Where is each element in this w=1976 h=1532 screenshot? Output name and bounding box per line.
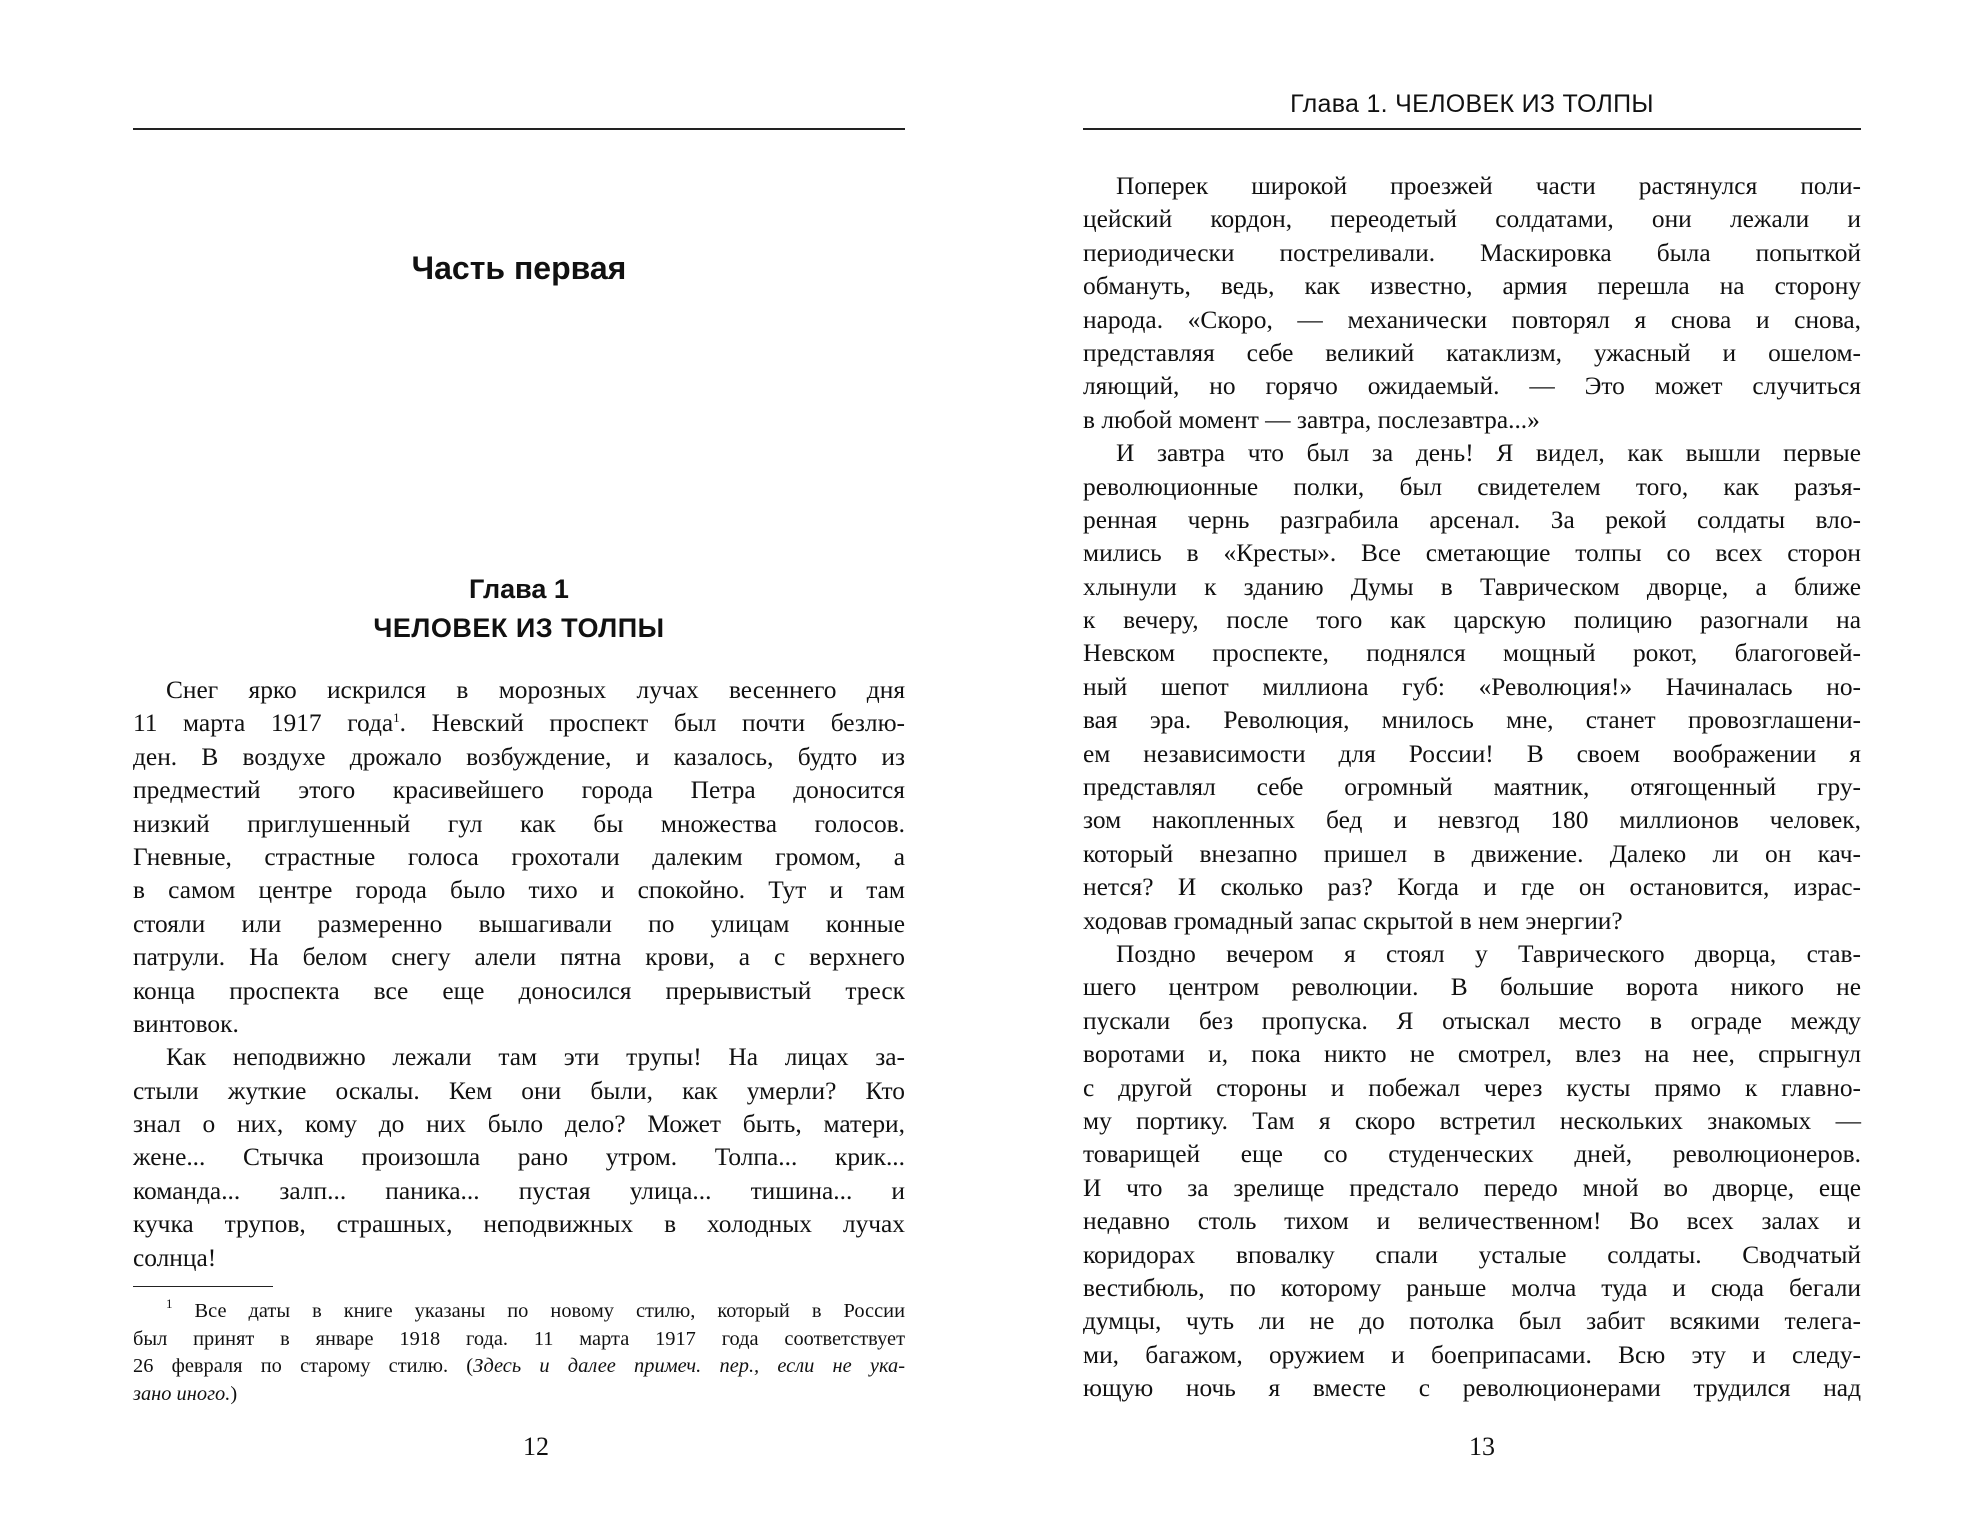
- text-line: представлял себе огромный маятник, отягощенный гру-: [1083, 773, 1861, 802]
- text-line: ходовав громадный запас скрытой в нем энергии?: [1083, 906, 1623, 935]
- text-line: думцы, чуть ли не до потолка был забит всякими телега-: [1083, 1307, 1861, 1336]
- footnote-text: 26 февраля по старому стилю. (: [133, 1355, 474, 1378]
- text-line: мились в «Кресты». Все сметающие толпы со всех сторон: [1083, 539, 1861, 568]
- text-line: пускали без пропуска. Я отыскал место в ограде между: [1083, 1006, 1861, 1035]
- text-line: жене... Стычка произошла рано утром. Толпа... крик...: [133, 1143, 905, 1172]
- text-line: команда... залп... паника... пустая улица... тишина... и: [133, 1176, 905, 1205]
- text-line: патрули. На белом снегу алели пятна крови, а с верхнего: [133, 943, 905, 972]
- footnote-text: Все даты в книге указаны по новому стилю, который в России: [194, 1300, 905, 1322]
- running-head: Глава 1. ЧЕЛОВЕК ИЗ ТОЛПЫ: [1290, 90, 1654, 118]
- text-line: обмануть, ведь, как известно, армия перешла на сторону: [1083, 272, 1861, 301]
- text-line: И что за зрелище предстало передо мной во дворце, еще: [1083, 1173, 1861, 1202]
- text-line: в любой момент — завтра, послезавтра...»: [1083, 405, 1540, 434]
- text-line: товарищей еще со студенческих дней, революционеров.: [1083, 1140, 1861, 1169]
- text-line: Гневные, страстные голоса грохотали далеким громом, а: [133, 842, 905, 871]
- text-fragment: 11 марта 1917 года: [133, 709, 394, 738]
- text-line: ден. В воздухе дрожало возбуждение, и казалось, будто из: [133, 742, 905, 771]
- part-title: Часть первая: [411, 250, 627, 286]
- text-line: к вечеру, после того как царскую полицию разогнали на: [1083, 606, 1861, 635]
- header-rule: [133, 128, 905, 130]
- text-line: Как неподвижно лежали там эти трупы! На лицах за-: [166, 1043, 905, 1072]
- footnote-marker: 1: [166, 1295, 173, 1311]
- text-line: Снег ярко искрился в морозных лучах весеннего дня: [166, 676, 905, 704]
- text-line: шего центром революции. В большие ворота никого не: [1083, 973, 1861, 1002]
- text-line: зом накопленных бед и невзгод 180 миллионов человек,: [1083, 806, 1861, 835]
- header-rule: [1083, 128, 1861, 130]
- footnote-line: [133, 1295, 905, 1326]
- text-line: Поздно вечером я стоял у Таврического дворца, став-: [1116, 939, 1861, 968]
- footnote-line: [133, 1353, 905, 1381]
- text-line: представляя себе великий катаклизм, ужасный и ошелом-: [1083, 338, 1861, 367]
- footnote-line: был принят в январе 1918 года. 11 марта 1917 года соответствует: [133, 1327, 905, 1350]
- text-line: ми, багажом, оружием и боеприпасами. Всю эту и следу-: [1083, 1340, 1861, 1369]
- text-line: коридорах вповалку спали усталые солдаты. Сводчатый: [1083, 1240, 1861, 1269]
- text-line: Невском проспекте, поднялся мощный рокот, благоговей-: [1083, 639, 1861, 668]
- chapter-label: Глава 1: [469, 574, 569, 604]
- text-line: ренная чернь разграбила арсенал. За рекой солдаты вло-: [1083, 505, 1861, 534]
- text-line: кучка трупов, страшных, неподвижных в холодных лучах: [133, 1210, 905, 1239]
- text-line: вая эра. Революция, мнилось мне, станет провозглашени-: [1083, 706, 1861, 735]
- text-line: стояли или размеренно вышагивали по улицам конные: [133, 909, 905, 938]
- text-line: воротами и, пока никто не смотрел, влез на нее, спрыгнул: [1083, 1040, 1861, 1069]
- page-number: 12: [523, 1432, 549, 1461]
- text-line: знал о них, кому до них было дело? Может быть, матери,: [133, 1110, 905, 1139]
- text-line: му портику. Там я скоро встретил нескольких знакомых —: [1083, 1106, 1861, 1135]
- text-line: ющую ночь я вместе с революционерами трудился над: [1083, 1374, 1861, 1403]
- text-line: который внезапно пришел в движение. Далеко ли он кач-: [1083, 839, 1861, 868]
- text-line: солнца!: [133, 1243, 217, 1272]
- text-line: низкий приглушенный гул как бы множества голосов.: [133, 809, 905, 838]
- footnote-italic: зано иного.: [133, 1382, 231, 1405]
- text-line: ем независимости для России! В своем воображении я: [1083, 739, 1861, 768]
- text-line: нется? И сколько раз? Когда и где он остановится, израс-: [1083, 873, 1861, 902]
- text-line: конца проспекта все еще доносился прерывистый треск: [133, 976, 905, 1005]
- footnote-line: зано иного.): [133, 1382, 238, 1405]
- text-line: ный шепот миллиона губ: «Революция!» Начиналась но-: [1083, 672, 1861, 701]
- body-text: [133, 674, 905, 1275]
- text-line: цейский кордон, переодетый солдатами, они лежали и: [1083, 205, 1861, 234]
- text-line: периодически постреливали. Маскировка была попыткой: [1083, 238, 1861, 267]
- text-line: предместий этого красивейшего города Петра доносится: [133, 776, 905, 805]
- footnote: [133, 1295, 905, 1408]
- body-text: [1083, 170, 1861, 1405]
- text-line: недавно столь тихом и величественном! Во всех залах и: [1083, 1207, 1861, 1236]
- text-line: хлынули к зданию Думы в Таврическом дворце, а ближе: [1083, 572, 1861, 601]
- right-page: [988, 0, 1976, 1532]
- text-line: винтовок.: [133, 1009, 239, 1038]
- chapter-title: ЧЕЛОВЕК ИЗ ТОЛПЫ: [373, 613, 665, 643]
- text-line: ляющий, но горячо ожидаемый. — Это может случиться: [1083, 372, 1861, 401]
- text-line: вестибюль, по которому раньше молча туда и сюда бегали: [1083, 1273, 1861, 1302]
- text-line: [133, 707, 905, 740]
- footnote-rule: [133, 1286, 273, 1287]
- text-line: революционные полки, был свидетелем того, как разъя-: [1083, 472, 1861, 501]
- text-line: в самом центре города было тихо и спокойно. Тут и там: [133, 876, 905, 905]
- text-fragment: . Невский проспект был почти безлю-: [399, 709, 906, 738]
- text-line: стыли жуткие оскалы. Кем они были, как умерли? Кто: [133, 1076, 905, 1105]
- footnote-italic: Здесь и далее примеч. пер., если не ука-: [473, 1355, 905, 1378]
- text-line: народа. «Скоро, — механически повторял я снова и снова,: [1083, 305, 1861, 334]
- text-line: И завтра что был за день! Я видел, как вышли первые: [1116, 439, 1861, 468]
- text-line: Поперек широкой проезжей части растянулся поли-: [1116, 172, 1861, 200]
- page-number: 13: [1469, 1432, 1495, 1461]
- footnote-ref: 1: [393, 710, 400, 726]
- text-line: с другой стороны и побежал через кусты прямо к главно-: [1083, 1073, 1861, 1102]
